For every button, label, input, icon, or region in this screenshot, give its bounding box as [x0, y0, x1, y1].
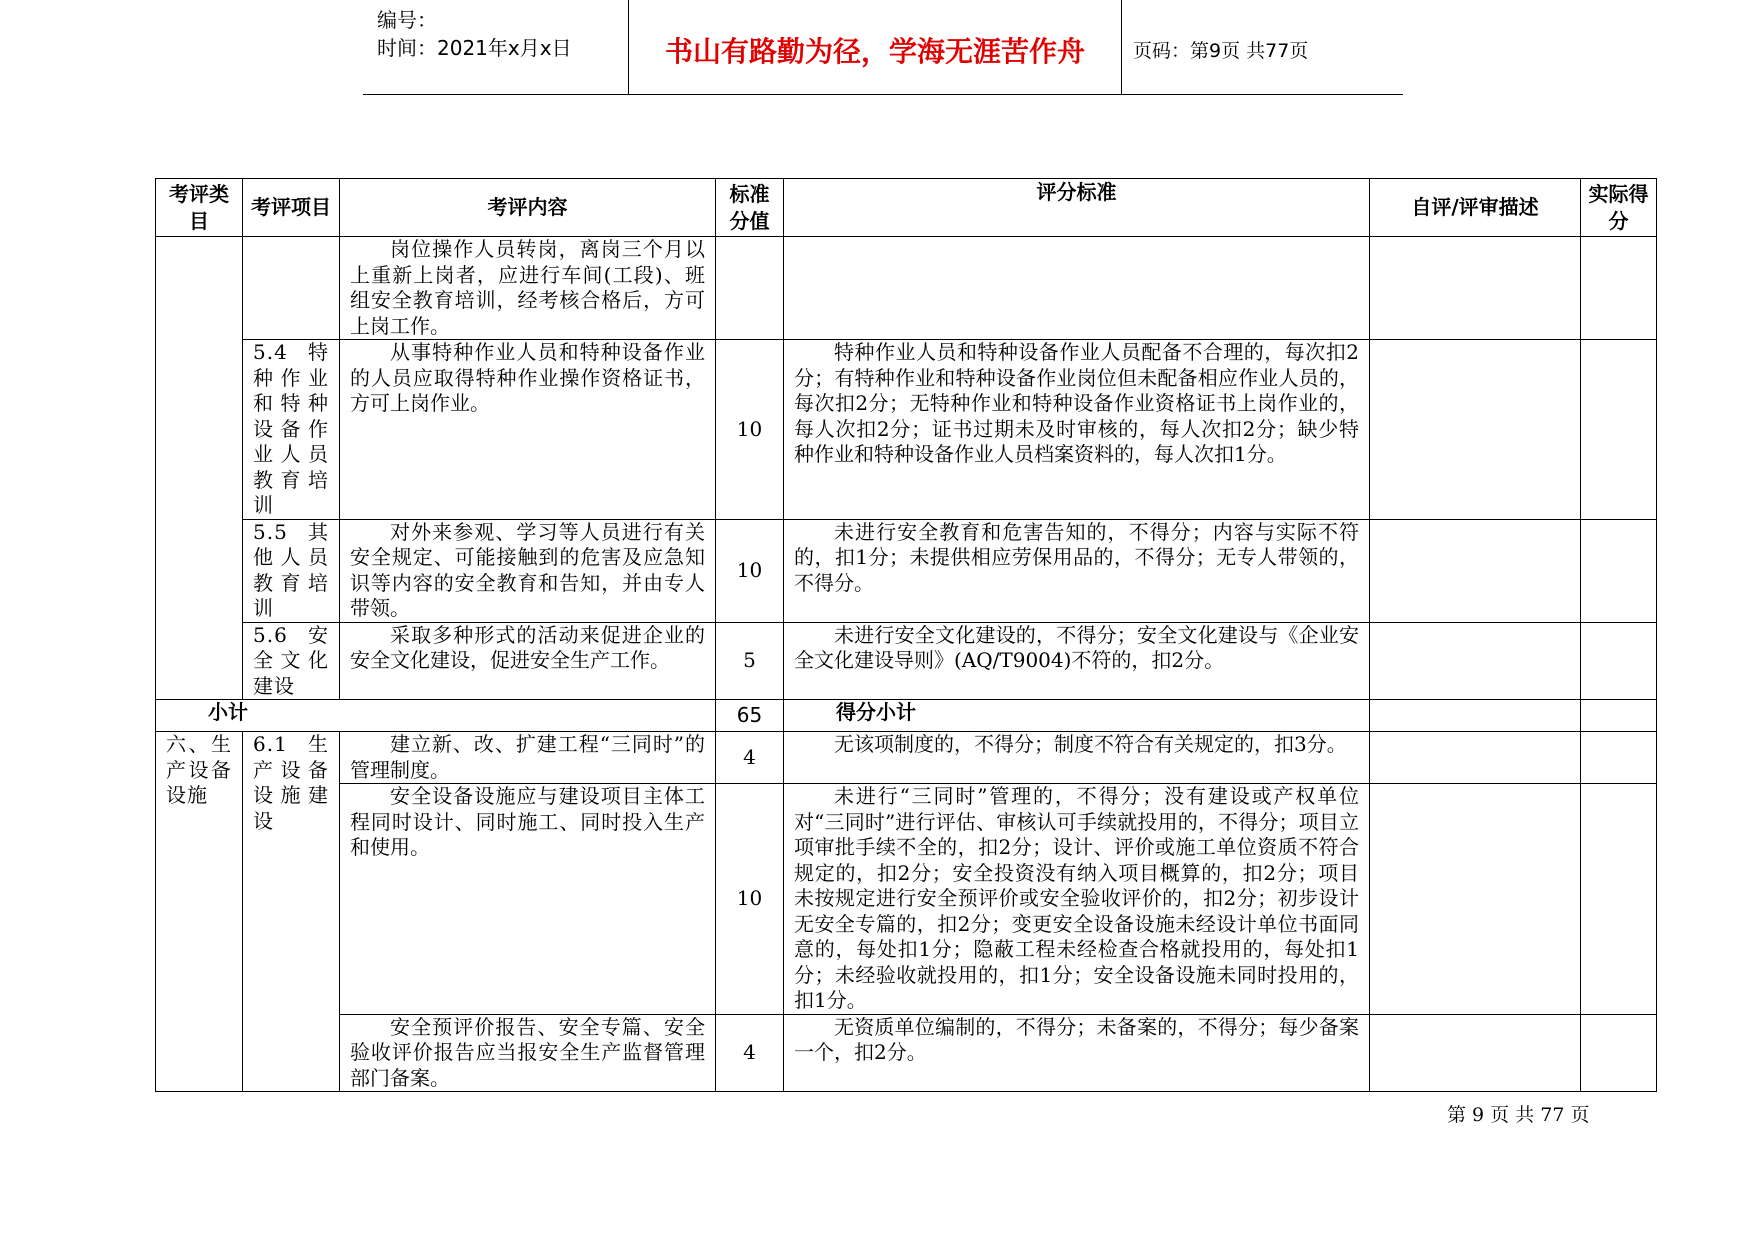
item-cell: 6.1 生产设备设施建设 — [243, 732, 340, 1092]
subtotal-score: 65 — [716, 700, 784, 732]
item-cell: 5.4 特种作业和特种设备作业人员教育培训 — [243, 340, 340, 520]
page-header — [363, 0, 1403, 95]
subtotal-row — [156, 700, 1657, 732]
criteria-cell: 无资质单位编制的，不得分；未备案的，不得分；每少备案一个，扣2分。 — [784, 1014, 1370, 1092]
content-cell: 安全预评价报告、安全专篇、安全验收评价报告应当报安全生产监督管理部门备案。 — [340, 1014, 716, 1092]
self-eval-cell[interactable] — [1370, 340, 1581, 520]
item-cell: 5.6 安全文化建设 — [243, 622, 340, 700]
header-category: 考评类目 — [156, 179, 243, 237]
item-cell — [243, 237, 340, 340]
table-row — [156, 237, 1657, 340]
category-cell: 六、生产设备设施 — [156, 732, 243, 1092]
subtotal-label: 小计 — [156, 700, 716, 732]
self-eval-cell[interactable] — [1370, 1014, 1581, 1092]
score-cell — [716, 237, 784, 340]
criteria-cell — [784, 237, 1370, 340]
header-item: 考评项目 — [243, 179, 340, 237]
time-label: 时间：2021年x月x日 — [377, 36, 572, 60]
actual-score-cell[interactable] — [1581, 519, 1657, 622]
self-eval-cell[interactable] — [1370, 519, 1581, 622]
table-row — [156, 784, 1657, 1015]
criteria-cell: 无该项制度的，不得分；制度不符合有关规定的，扣3分。 — [784, 732, 1370, 784]
evaluation-table — [155, 178, 1657, 1092]
self-eval-cell[interactable] — [1370, 784, 1581, 1015]
content-cell: 对外来参观、学习等人员进行有关安全规定、可能接触到的危害及应急知识等内容的安全教育和告知，并由专人带领。 — [340, 519, 716, 622]
subtotal-criteria-label: 得分小计 — [784, 700, 1370, 732]
content-cell: 从事特种作业人员和特种设备作业的人员应取得特种作业操作资格证书，方可上岗作业。 — [340, 340, 716, 520]
criteria-cell: 特种作业人员和特种设备作业人员配备不合理的，每次扣2分；有特种作业和特种设备作业岗位但未配备相应作业人员的，每次扣2分；无特种作业和特种设备作业资格证书上岗作业的，每人次扣2分；证书过期未及时审核的，每人次扣2分；缺少特种作业和特种设备作业人员档案资料的，每人次扣1分。 — [784, 340, 1370, 520]
criteria-cell: 未进行安全教育和危害告知的，不得分；内容与实际不符的，扣1分；未提供相应劳保用品的，不得分；无专人带领的，不得分。 — [784, 519, 1370, 622]
header-motto-cell — [628, 0, 1122, 94]
page-info: 页码：第9页 共77页 — [1133, 40, 1309, 62]
header-criteria: 评分标准 — [784, 179, 1370, 237]
score-cell: 10 — [716, 784, 784, 1015]
actual-score-cell[interactable] — [1581, 622, 1657, 700]
score-cell: 4 — [716, 1014, 784, 1092]
table-row — [156, 732, 1657, 784]
content-cell: 安全设备设施应与建设项目主体工程同时设计、同时施工、同时投入生产和使用。 — [340, 784, 716, 1015]
header-content: 考评内容 — [340, 179, 716, 237]
header-meta — [363, 0, 628, 94]
table-row — [156, 622, 1657, 700]
score-cell: 4 — [716, 732, 784, 784]
criteria-cell: 未进行“三同时”管理的，不得分；没有建设或产权单位对“三同时”进行评估、审核认可手续就投用的，不得分；项目立项审批手续不全的，扣2分；设计、评价或施工单位资质不符合规定的，扣2分；安全投资没有纳入项目概算的，扣2分；项目未按规定进行安全预评价或安全验收评价的，扣2分；初步设计无安全专篇的，扣2分；变更安全设备设施未经设计单位书面同意的，每处扣1分；隐蔽工程未经检查合格就投用的，每处扣1分；未经验收就投用的，扣1分；安全设备设施未同时投用的，扣1分。 — [784, 784, 1370, 1015]
category-cell-empty — [156, 237, 243, 700]
score-cell: 5 — [716, 622, 784, 700]
score-cell: 10 — [716, 340, 784, 520]
content-cell: 岗位操作人员转岗，离岗三个月以上重新上岗者，应进行车间(工段)、班组安全教育培训，经考核合格后，方可上岗工作。 — [340, 237, 716, 340]
page-footer: 第 9 页 共 77 页 — [1447, 1104, 1590, 1126]
content-cell: 采取多种形式的活动来促进企业的安全文化建设，促进安全生产工作。 — [340, 622, 716, 700]
number-label: 编号： — [377, 8, 437, 32]
header-score: 标准分值 — [716, 179, 784, 237]
content-cell: 建立新、改、扩建工程“三同时”的管理制度。 — [340, 732, 716, 784]
table-row — [156, 340, 1657, 520]
criteria-cell: 未进行安全文化建设的，不得分；安全文化建设与《企业安全文化建设导则》(AQ/T9004)不符的，扣2分。 — [784, 622, 1370, 700]
actual-score-cell[interactable] — [1581, 237, 1657, 340]
table-row — [156, 519, 1657, 622]
self-eval-cell[interactable] — [1370, 622, 1581, 700]
header-page-cell — [1121, 0, 1403, 94]
actual-score-cell[interactable] — [1581, 340, 1657, 520]
actual-score-cell[interactable] — [1581, 732, 1657, 784]
self-eval-cell[interactable] — [1370, 732, 1581, 784]
table-row — [156, 1014, 1657, 1092]
score-cell: 10 — [716, 519, 784, 622]
subtotal-actual[interactable] — [1581, 700, 1657, 732]
header-actual: 实际得分 — [1581, 179, 1657, 237]
actual-score-cell[interactable] — [1581, 784, 1657, 1015]
self-eval-cell[interactable] — [1370, 237, 1581, 340]
table-header-row — [156, 179, 1657, 237]
motto-text: 书山有路勤为径，学海无涯苦作舟 — [664, 35, 1085, 68]
header-self-eval: 自评/评审描述 — [1370, 179, 1581, 237]
item-cell: 5.5 其他人员教育培训 — [243, 519, 340, 622]
actual-score-cell[interactable] — [1581, 1014, 1657, 1092]
subtotal-self-eval[interactable] — [1370, 700, 1581, 732]
